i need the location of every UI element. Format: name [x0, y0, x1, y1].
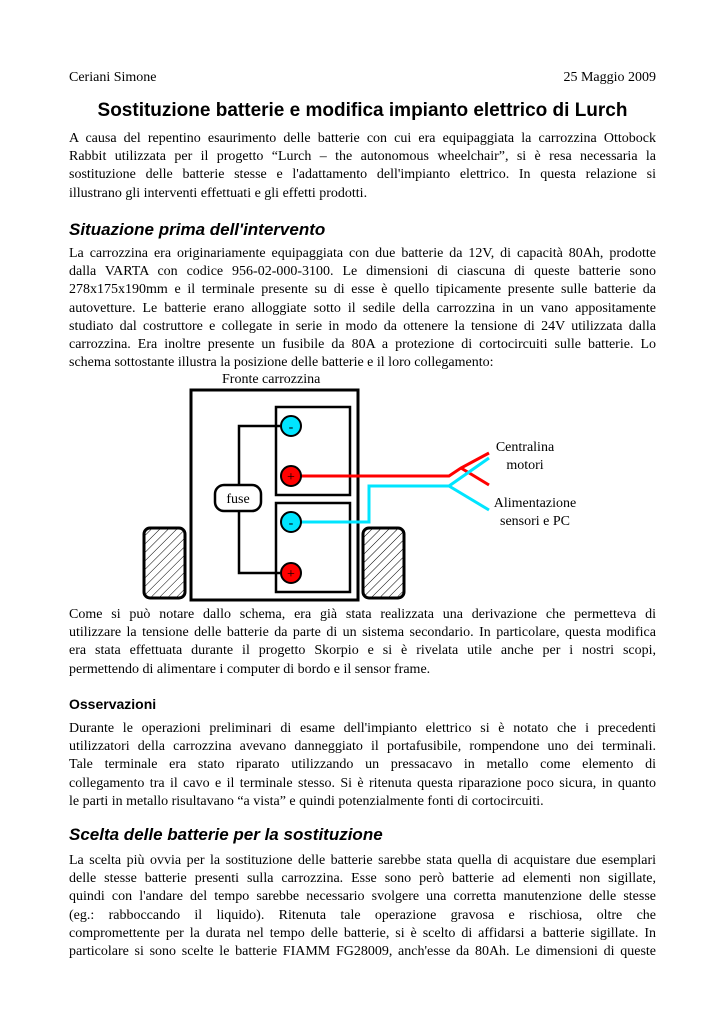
situation-line: autovetture. Le batterie erano alloggiate sotto il sedile della carrozzina in un vano appositamente — [69, 300, 656, 316]
observations-line: collegamento tra il cavo e il terminale stesso. Si è ritenuta questa riparazione poco sicura, in quanto — [69, 775, 656, 791]
battery-choice-paragraph — [69, 852, 656, 961]
intro-line: illustrano gli interventi effettuati e gli effetti prodotti. — [69, 185, 368, 201]
after-diagram-line: utilizzare la tensione delle batterie da parte di un sistema secondario. In particolare, questa modifica — [69, 625, 656, 641]
power-supply-label-line1: Alimentazione — [493, 496, 577, 511]
observations-line: Tale terminale era stato riparato utilizzando un pressacavo in metallo come elemento di — [69, 757, 656, 773]
motor-controller-label-line2: motori — [506, 458, 544, 473]
battery-choice-line: particolare si sono scelte le batterie FIAMM FG28009, anch'esse da 80Ah. Le dimensioni di queste — [69, 944, 656, 960]
battery-choice-line: (eg.: rabboccando il liquido). Ritenuta tale operazione gravosa e rischiosa, oltre che — [69, 907, 656, 923]
document-title: Sostituzione batterie e modifica impianto elettrico di Lurch — [97, 100, 628, 121]
lower-positive-sign: + — [287, 567, 295, 582]
after-diagram-line: permettendo di alimentare i computer di bordo e il sensor frame. — [69, 661, 431, 677]
after-diagram-paragraph — [69, 606, 656, 679]
situation-line: La carrozzina era originariamente equipaggiata con due batterie da 12V, di capacità 80Ah, prodotte — [69, 246, 656, 261]
motor-controller-label-line1: Centralina — [495, 440, 555, 455]
situation-line: schema sottostante illustra la posizione delle batterie e il loro collegamento: — [69, 355, 494, 371]
after-diagram-line: Come si può notare dallo schema, era già stata realizzata una derivazione che permetteva di — [69, 607, 656, 622]
observations-paragraph — [69, 720, 656, 811]
observations-heading: Osservazioni — [69, 696, 157, 712]
situation-line: studiato dal costruttore e collegate in serie in modo da ottenere la tensione di 24V utilizzata dalla — [69, 318, 656, 334]
intro-paragraph — [69, 130, 656, 203]
situation-paragraph — [69, 245, 656, 372]
battery-choice-line: compromettente per la durata nel tempo delle batterie, si è scelto di affidarsi a batterie sigillate. In — [69, 925, 656, 941]
upper-positive-sign: + — [287, 470, 295, 485]
battery-wiring-diagram — [69, 365, 656, 605]
section-heading-situation: Situazione prima dell'intervento — [69, 220, 326, 239]
observations-line: le parti in metallo risultavano “a vista” e quindi potenzialmente fonti di cortocircuiti. — [69, 793, 544, 809]
battery-choice-line: quindi con l'andare del tempo sarebbe necessario svolgere una corretta manutenzione delle stesse — [69, 889, 656, 905]
lower-negative-sign: - — [288, 516, 294, 531]
intro-line: sostituzione delle batterie stesse e l'adattamento dell'impianto elettrico. In questa relazione si — [69, 167, 656, 183]
battery-choice-line: La scelta più ovvia per la sostituzione delle batterie sarebbe stata quella di acquistare due esemplari — [69, 853, 656, 868]
power-supply-label-line2: sensori e PC — [500, 514, 570, 529]
fuse-label: fuse — [226, 492, 250, 507]
situation-line: carrozzina. Era inoltre presente un fusibile da 80A a protezione di cortocircuiti sulle batterie. Lo — [69, 337, 656, 353]
after-diagram-line: era stata effettuata durante il progetto Skorpio e si è rivelata utile anche per i nostri scopi, — [69, 643, 656, 659]
intro-line: Rabbit utilizzata per il progetto “Lurch – the autonomous wheelchair”, si è resa necessaria la — [69, 149, 656, 165]
situation-line: 278x175x190mm e il terminale presente su di esse è quello tipicamente presente sulle batterie da — [69, 282, 656, 298]
section-heading-battery-choice: Scelta delle batterie per la sostituzione — [69, 825, 383, 844]
document-date: 25 Maggio 2009 — [563, 70, 656, 85]
right-wheel — [363, 528, 404, 598]
negative-branch-down — [449, 486, 489, 510]
left-wheel — [144, 528, 185, 598]
situation-line: dalla VARTA con codice 956-02-000-3100. Le dimensioni di ciascuna di queste batterie sono — [69, 264, 656, 280]
upper-negative-sign: - — [288, 420, 294, 435]
intro-line: A causa del repentino esaurimento delle batterie con cui era equipaggiata la carrozzina Ottobock — [69, 131, 656, 146]
positive-branch — [461, 468, 489, 485]
battery-choice-line: delle stesse batterie presenti sulla carrozzina. Esse sono però batterie ad elementi non sigillate, — [69, 871, 656, 887]
observations-line: Durante le operazioni preliminari di esame dell'impianto elettrico si è notato che i precedenti — [69, 721, 656, 736]
author-name: Ceriani Simone — [69, 70, 157, 85]
observations-line: utilizzatori della carrozzina avevano danneggiato il portafusibile, rompendone uno dei terminali. — [69, 739, 656, 755]
front-label: Fronte carrozzina — [222, 372, 321, 387]
